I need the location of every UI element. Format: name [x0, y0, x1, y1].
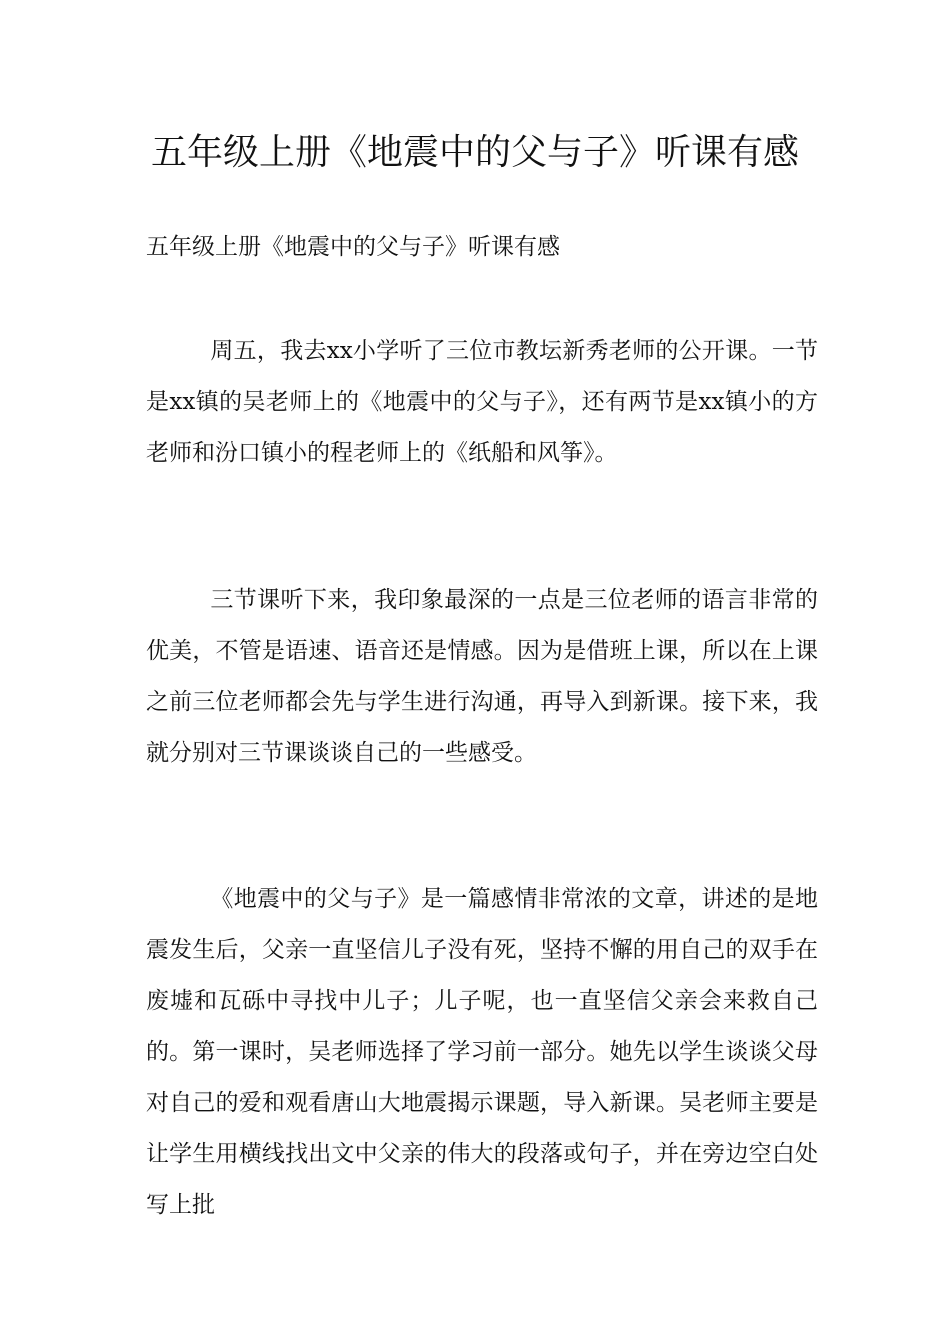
paragraph-2: 三节课听下来，我印象最深的一点是三位老师的语言非常的优美，不管是语速、语音还是情感。因为是借班上课，所以在上课之前三位老师都会先与学生进行沟通，再导入到新课。接下来，我就分别对三节课谈谈自己的一些感受。	[146, 587, 818, 766]
document-subtitle: 五年级上册《地震中的父与子》听课有感	[146, 234, 560, 260]
document-title: 五年级上册《地震中的父与子》听课有感	[150, 132, 799, 173]
paragraph-1: 周五，我去xx小学听了三位市教坛新秀老师的公开课。一节是xx镇的吴老师上的《地震中的父与子》，还有两节是xx镇小的方老师和汾口镇小的程老师上的《纸船和风筝》。	[146, 338, 818, 466]
paragraph-3: 《地震中的父与子》是一篇感情非常浓的文章，讲述的是地震发生后，父亲一直坚信儿子没有死，坚持不懈的用自己的双手在废墟和瓦砾中寻找中儿子；儿子呢，也一直坚信父亲会来救自己的。第一课时，吴老师选择了学习前一部分。她先以学生谈谈父母对自己的爱和观看唐山大地震揭示课题，导入新课。吴老师主要是让学生用横线找出文中父亲的伟大的段落或句子，并在旁边空白处写上批	[146, 886, 818, 1218]
